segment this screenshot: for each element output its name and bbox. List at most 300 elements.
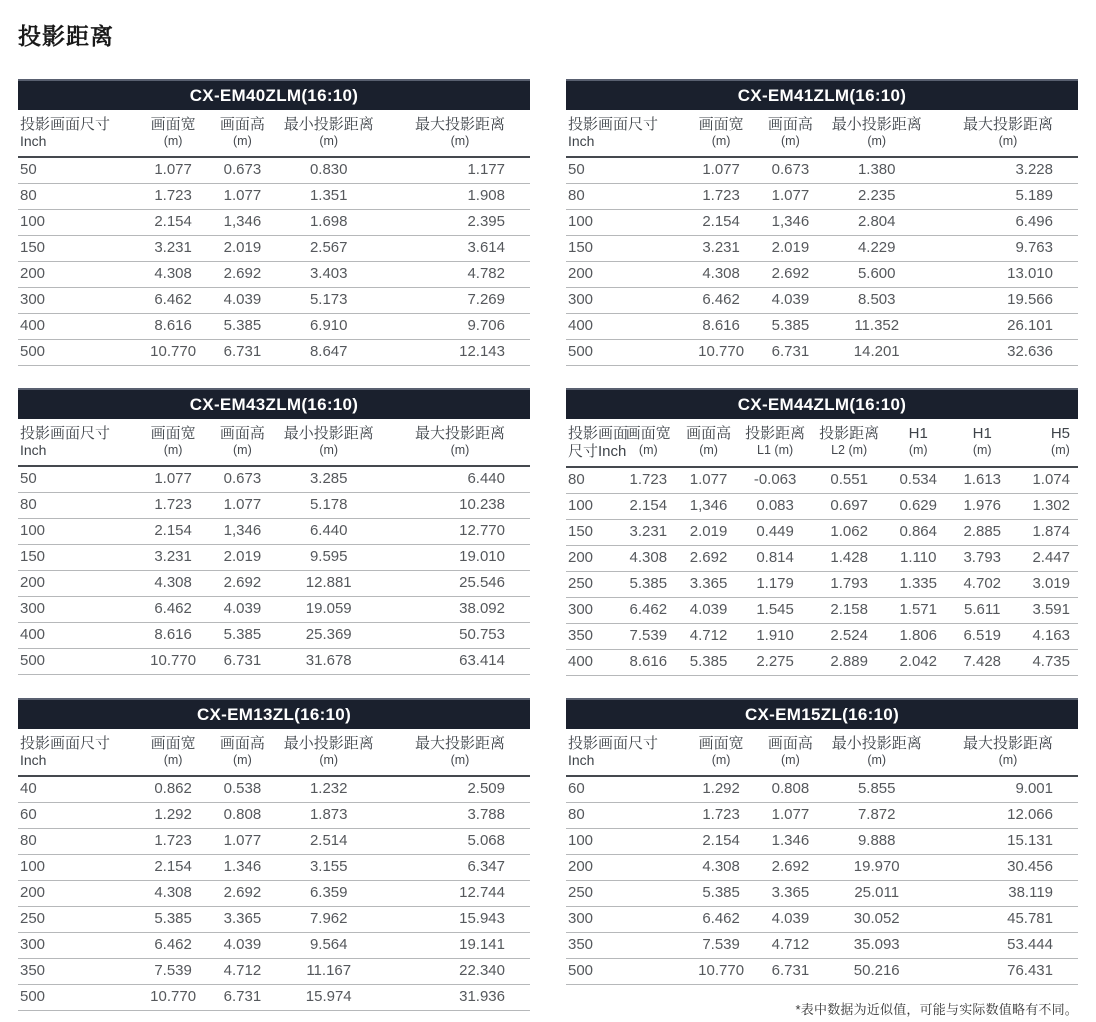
table-cell: 15.943 (382, 907, 530, 933)
table-cell: 8.616 (618, 650, 678, 676)
table-cx-em40zlm (18, 79, 530, 366)
column-header: 投影画面尺寸 Inch (566, 729, 685, 776)
table-cell: 400 (18, 623, 137, 649)
column-header: 投影画面尺寸 Inch (566, 110, 685, 157)
table-cell: 60 (566, 776, 685, 803)
table-cell: 1,346 (758, 210, 824, 236)
table-cell: 63.414 (382, 649, 530, 675)
table-cell: 2.019 (210, 545, 276, 571)
column-header-row (566, 729, 1078, 776)
table-cell: 6.359 (275, 881, 382, 907)
table-row (566, 572, 1078, 598)
table-cell: 400 (566, 314, 685, 340)
table-cell: 3.403 (275, 262, 382, 288)
table-cell: 6.519 (950, 624, 1015, 650)
column-header: H1 (m) (887, 419, 950, 467)
column-header-row (18, 729, 530, 776)
table-cell: 6.462 (685, 907, 758, 933)
table-row (566, 184, 1078, 210)
table-cell: 2.692 (210, 571, 276, 597)
table-cell: 0.814 (739, 546, 812, 572)
column-header: 画面高 (m) (758, 110, 824, 157)
table-cell: 400 (18, 314, 137, 340)
table-head (566, 729, 1078, 776)
table-body (18, 776, 530, 1011)
column-header-row (566, 110, 1078, 157)
table-cell: 3.285 (275, 466, 382, 493)
table-cell: 15.131 (930, 829, 1078, 855)
table-cell: 5.385 (210, 623, 276, 649)
table-row (18, 907, 530, 933)
table-row (566, 236, 1078, 262)
table-cell: 1,346 (210, 519, 276, 545)
column-header: 画面宽 (m) (618, 419, 678, 467)
table-row (566, 546, 1078, 572)
table-cell: 80 (566, 184, 685, 210)
table-cell: 3.614 (382, 236, 530, 262)
table-cell: 6.462 (685, 288, 758, 314)
table-title-bar: CX-EM44ZLM(16:10) (566, 388, 1078, 419)
table-cell: 2.154 (618, 494, 678, 520)
table-row (566, 855, 1078, 881)
table-cell: 12.143 (382, 340, 530, 366)
column-header-row (18, 110, 530, 157)
table-cell: 1.908 (382, 184, 530, 210)
table-cell: 1.077 (758, 803, 824, 829)
table-cell: 32.636 (930, 340, 1078, 366)
table-row (18, 649, 530, 675)
table-row (566, 340, 1078, 366)
table-cell: 1.873 (275, 803, 382, 829)
approximation-footnote: *表中数据为近似值，可能与实际数值略有不同。 (795, 1002, 1078, 1017)
table-cell: 12.770 (382, 519, 530, 545)
table-cell: 100 (566, 829, 685, 855)
table-cell: 50 (18, 157, 137, 184)
table-cell: 1.077 (210, 493, 276, 519)
table-row (18, 210, 530, 236)
column-header: 画面宽 (m) (137, 419, 210, 466)
table-cell: 6.731 (210, 985, 276, 1011)
table-cell: 4.308 (137, 262, 210, 288)
table-cell: 8.503 (823, 288, 930, 314)
table-cell: 7.269 (382, 288, 530, 314)
table-cell: 0.697 (812, 494, 887, 520)
table-cell: 4.702 (950, 572, 1015, 598)
table-cell: 2.885 (950, 520, 1015, 546)
table-cell: 22.340 (382, 959, 530, 985)
table-cell: 3.155 (275, 855, 382, 881)
table-cell: 7.872 (823, 803, 930, 829)
table-cell: 1.723 (618, 467, 678, 494)
table-row (566, 494, 1078, 520)
table-row (566, 314, 1078, 340)
table-cell: 200 (18, 881, 137, 907)
table-cell: 500 (18, 649, 137, 675)
table-cell: 350 (566, 624, 618, 650)
table-cell: 45.781 (930, 907, 1078, 933)
table-cell: 1.077 (137, 466, 210, 493)
table-row (18, 288, 530, 314)
table-cell: 1.292 (137, 803, 210, 829)
table-cell: 2.447 (1015, 546, 1078, 572)
table-row (18, 519, 530, 545)
table-cell: 1.723 (137, 493, 210, 519)
table-cell: 2.154 (137, 210, 210, 236)
table-cell: 10.770 (685, 340, 758, 366)
table-row (18, 959, 530, 985)
table-cell: 7.539 (618, 624, 678, 650)
column-header: 画面高 (m) (678, 419, 738, 467)
table-cell: 5.600 (823, 262, 930, 288)
table-title-bar: CX-EM13ZL(16:10) (18, 698, 530, 729)
table-cell: 200 (566, 546, 618, 572)
table-cell: 2.889 (812, 650, 887, 676)
table-cell: 2.019 (758, 236, 824, 262)
table-cell: 11.352 (823, 314, 930, 340)
table-row (18, 545, 530, 571)
table-cell: 2.692 (210, 262, 276, 288)
table-cell: 10.770 (137, 340, 210, 366)
table-cx-em44zlm (566, 388, 1078, 676)
table-cell: 400 (566, 650, 618, 676)
table-cell: 1.874 (1015, 520, 1078, 546)
table-cell: 6.496 (930, 210, 1078, 236)
tables-grid (18, 79, 1078, 1018)
table-cell: 8.616 (685, 314, 758, 340)
table-row (18, 623, 530, 649)
table-cell: 50 (566, 157, 685, 184)
table-cell: 1.077 (210, 829, 276, 855)
table-cell: 5.385 (210, 314, 276, 340)
table-row (566, 157, 1078, 184)
table-cell: 4.039 (758, 907, 824, 933)
table-cell: 1.077 (685, 157, 758, 184)
table-body (566, 776, 1078, 985)
table-cell: 6.462 (137, 288, 210, 314)
column-header: 画面宽 (m) (685, 729, 758, 776)
table-cell: 12.881 (275, 571, 382, 597)
table-cell: 2.019 (210, 236, 276, 262)
column-header: 投影画面尺寸 Inch (18, 419, 137, 466)
table-cell: 6.731 (758, 340, 824, 366)
table-cell: 150 (566, 520, 618, 546)
table-cell: 40 (18, 776, 137, 803)
table-cell: 35.093 (823, 933, 930, 959)
column-header: 画面宽 (m) (685, 110, 758, 157)
column-header: 最大投影距离 (m) (382, 110, 530, 157)
table-cell: 60 (18, 803, 137, 829)
table-cell: 80 (18, 493, 137, 519)
table-cell: 7.962 (275, 907, 382, 933)
table-cell: 500 (18, 985, 137, 1011)
table-row (18, 466, 530, 493)
table-cell: 1.077 (137, 157, 210, 184)
table-cell: 0.808 (758, 776, 824, 803)
table-cell: 200 (566, 262, 685, 288)
table-title-bar: CX-EM43ZLM(16:10) (18, 388, 530, 419)
table-cell: 6.440 (275, 519, 382, 545)
table-cell: 250 (18, 907, 137, 933)
table-cell: 300 (18, 597, 137, 623)
column-header: 最大投影距离 (m) (930, 729, 1078, 776)
table-cell: 1.793 (812, 572, 887, 598)
table-cell: 25.011 (823, 881, 930, 907)
table-cell: 3.231 (618, 520, 678, 546)
table-body (566, 157, 1078, 366)
table-row (566, 829, 1078, 855)
table-cell: 2.692 (758, 855, 824, 881)
table-cell: 9.706 (382, 314, 530, 340)
table-cell: 0.538 (210, 776, 276, 803)
table-cell: 12.066 (930, 803, 1078, 829)
table-cell: 1.380 (823, 157, 930, 184)
table-cell: 1.232 (275, 776, 382, 803)
table-cell: 9.001 (930, 776, 1078, 803)
table-cell: 100 (18, 855, 137, 881)
table-cx-em43zlm (18, 388, 530, 675)
table-cell: 0.629 (887, 494, 950, 520)
table-cell: 80 (566, 467, 618, 494)
table-row (566, 803, 1078, 829)
table-cell: 1.698 (275, 210, 382, 236)
table-cell: 300 (18, 933, 137, 959)
table-cell: 4.039 (758, 288, 824, 314)
table-cell: 1.723 (685, 803, 758, 829)
table-row (566, 598, 1078, 624)
table-body (18, 157, 530, 366)
column-header: 最大投影距离 (m) (382, 729, 530, 776)
table-cell: 5.855 (823, 776, 930, 803)
table-cell: 250 (566, 881, 685, 907)
table-cell: 6.731 (210, 649, 276, 675)
column-header: 投影距离 L1 (m) (739, 419, 812, 467)
table-cell: 1.545 (739, 598, 812, 624)
table-cell: 5.385 (685, 881, 758, 907)
table-cell: 1.613 (950, 467, 1015, 494)
column-header: H1 (m) (950, 419, 1015, 467)
table-cell: 2.154 (137, 519, 210, 545)
table-cell: 2.235 (823, 184, 930, 210)
table-cell: 11.167 (275, 959, 382, 985)
table-cell: 31.678 (275, 649, 382, 675)
table-cell: 19.141 (382, 933, 530, 959)
table-cell: 4.712 (678, 624, 738, 650)
table-cell: 80 (566, 803, 685, 829)
table-cell: 9.888 (823, 829, 930, 855)
table-row (18, 597, 530, 623)
table-cell: 2.509 (382, 776, 530, 803)
table-cell: 150 (18, 545, 137, 571)
table-cell: 19.059 (275, 597, 382, 623)
table-cell: 4.039 (210, 288, 276, 314)
table-row (18, 933, 530, 959)
table-cell: 38.092 (382, 597, 530, 623)
table-cell: 1.302 (1015, 494, 1078, 520)
table-cell: 10.238 (382, 493, 530, 519)
table-cell: 3.793 (950, 546, 1015, 572)
table-cell: 200 (18, 571, 137, 597)
table-cell: 9.595 (275, 545, 382, 571)
column-header: H5 (m) (1015, 419, 1078, 467)
table-cell: 6.440 (382, 466, 530, 493)
table-cell: 7.539 (685, 933, 758, 959)
table-cell: 5.173 (275, 288, 382, 314)
table-row (566, 776, 1078, 803)
column-header: 投影距离 L2 (m) (812, 419, 887, 467)
table-row (566, 959, 1078, 985)
table-cell: 4.163 (1015, 624, 1078, 650)
table-cell: 2.042 (887, 650, 950, 676)
table-cell: 2.154 (137, 855, 210, 881)
table-cx-em15zl (566, 698, 1078, 1018)
table-row (18, 985, 530, 1011)
column-header: 画面高 (m) (210, 110, 276, 157)
table-cell: 1.571 (887, 598, 950, 624)
table-cell: 3.231 (137, 236, 210, 262)
table-cell: 76.431 (930, 959, 1078, 985)
table-cell: 4.712 (210, 959, 276, 985)
table-cell: 3.591 (1015, 598, 1078, 624)
table-cell: 53.444 (930, 933, 1078, 959)
table-row (566, 210, 1078, 236)
table-cell: 200 (566, 855, 685, 881)
table-cell: 100 (566, 494, 618, 520)
table-cell: 0.673 (210, 157, 276, 184)
table-cell: 2.019 (678, 520, 738, 546)
table-head (18, 110, 530, 157)
table-row (18, 157, 530, 184)
projection-distance-table (18, 729, 530, 1011)
table-cell: 6.731 (758, 959, 824, 985)
table-cell: 1.177 (382, 157, 530, 184)
column-header: 最小投影距离 (m) (823, 729, 930, 776)
table-body (566, 467, 1078, 676)
table-cell: 19.566 (930, 288, 1078, 314)
table-cell: 1,346 (678, 494, 738, 520)
table-title-bar: CX-EM40ZLM(16:10) (18, 79, 530, 110)
projection-distance-table (18, 419, 530, 675)
table-row (18, 776, 530, 803)
table-cell: 6.462 (618, 598, 678, 624)
column-header: 画面宽 (m) (137, 729, 210, 776)
table-row (566, 933, 1078, 959)
table-cell: 2.804 (823, 210, 930, 236)
table-cell: 350 (566, 933, 685, 959)
table-row (18, 314, 530, 340)
table-cell: 5.068 (382, 829, 530, 855)
table-cell: 3.365 (678, 572, 738, 598)
table-cell: 2.395 (382, 210, 530, 236)
table-cell: 2.692 (678, 546, 738, 572)
table-cell: 4.308 (137, 571, 210, 597)
table-cell: 4.039 (210, 933, 276, 959)
column-header: 画面高 (m) (758, 729, 824, 776)
table-cell: 10.770 (685, 959, 758, 985)
table-cell: 14.201 (823, 340, 930, 366)
table-title-bar: CX-EM41ZLM(16:10) (566, 79, 1078, 110)
table-row (18, 493, 530, 519)
table-cell: 0.551 (812, 467, 887, 494)
table-cell: -0.063 (739, 467, 812, 494)
table-cell: 3.788 (382, 803, 530, 829)
table-row (566, 262, 1078, 288)
table-cell: 5.385 (618, 572, 678, 598)
column-header: 画面高 (m) (210, 729, 276, 776)
table-cell: 250 (566, 572, 618, 598)
table-row (566, 881, 1078, 907)
table-cell: 0.862 (137, 776, 210, 803)
table-cell: 38.119 (930, 881, 1078, 907)
table-cell: 1.346 (758, 829, 824, 855)
table-cell: 1.351 (275, 184, 382, 210)
table-cell: 13.010 (930, 262, 1078, 288)
table-cell: 3.019 (1015, 572, 1078, 598)
table-cell: 1.723 (137, 829, 210, 855)
table-cell: 8.616 (137, 623, 210, 649)
table-cell: 1.428 (812, 546, 887, 572)
table-cell: 2.154 (685, 829, 758, 855)
table-cell: 0.830 (275, 157, 382, 184)
table-cell: 30.456 (930, 855, 1078, 881)
table-cell: 2.514 (275, 829, 382, 855)
column-header-row (566, 419, 1078, 467)
column-header: 最小投影距离 (m) (823, 110, 930, 157)
column-header: 最小投影距离 (m) (275, 729, 382, 776)
table-cell: 3.365 (210, 907, 276, 933)
table-cell: 4.735 (1015, 650, 1078, 676)
table-cell: 150 (18, 236, 137, 262)
table-cell: 26.101 (930, 314, 1078, 340)
table-title-bar: CX-EM15ZL(16:10) (566, 698, 1078, 729)
table-cell: 1.074 (1015, 467, 1078, 494)
table-row (566, 624, 1078, 650)
table-cell: 0.449 (739, 520, 812, 546)
column-header: 最小投影距离 (m) (275, 419, 382, 466)
projection-distance-table (18, 110, 530, 366)
table-cell: 4.229 (823, 236, 930, 262)
column-header: 投影画面 尺寸Inch (566, 419, 618, 467)
column-header: 投影画面尺寸 Inch (18, 110, 137, 157)
table-cell: 5.385 (137, 907, 210, 933)
table-cell: 300 (566, 598, 618, 624)
table-cell: 3.231 (685, 236, 758, 262)
table-cell: 1.335 (887, 572, 950, 598)
table-cell: 300 (566, 907, 685, 933)
table-cell: 3.365 (758, 881, 824, 907)
table-cell: 1.292 (685, 776, 758, 803)
table-cell: 1.806 (887, 624, 950, 650)
table-cell: 31.936 (382, 985, 530, 1011)
table-cell: 350 (18, 959, 137, 985)
table-cell: 4.782 (382, 262, 530, 288)
table-cell: 300 (566, 288, 685, 314)
table-row (18, 803, 530, 829)
table-cell: 5.385 (678, 650, 738, 676)
table-cell: 4.308 (137, 881, 210, 907)
table-cell: 4.308 (618, 546, 678, 572)
table-row (18, 340, 530, 366)
table-cell: 80 (18, 184, 137, 210)
table-cell: 500 (566, 340, 685, 366)
table-cell: 7.428 (950, 650, 1015, 676)
table-cell: 4.712 (758, 933, 824, 959)
table-cell: 8.647 (275, 340, 382, 366)
table-cell: 50.216 (823, 959, 930, 985)
table-cell: 5.178 (275, 493, 382, 519)
table-cell: 6.462 (137, 597, 210, 623)
table-cell: 0.808 (210, 803, 276, 829)
table-cell: 0.864 (887, 520, 950, 546)
